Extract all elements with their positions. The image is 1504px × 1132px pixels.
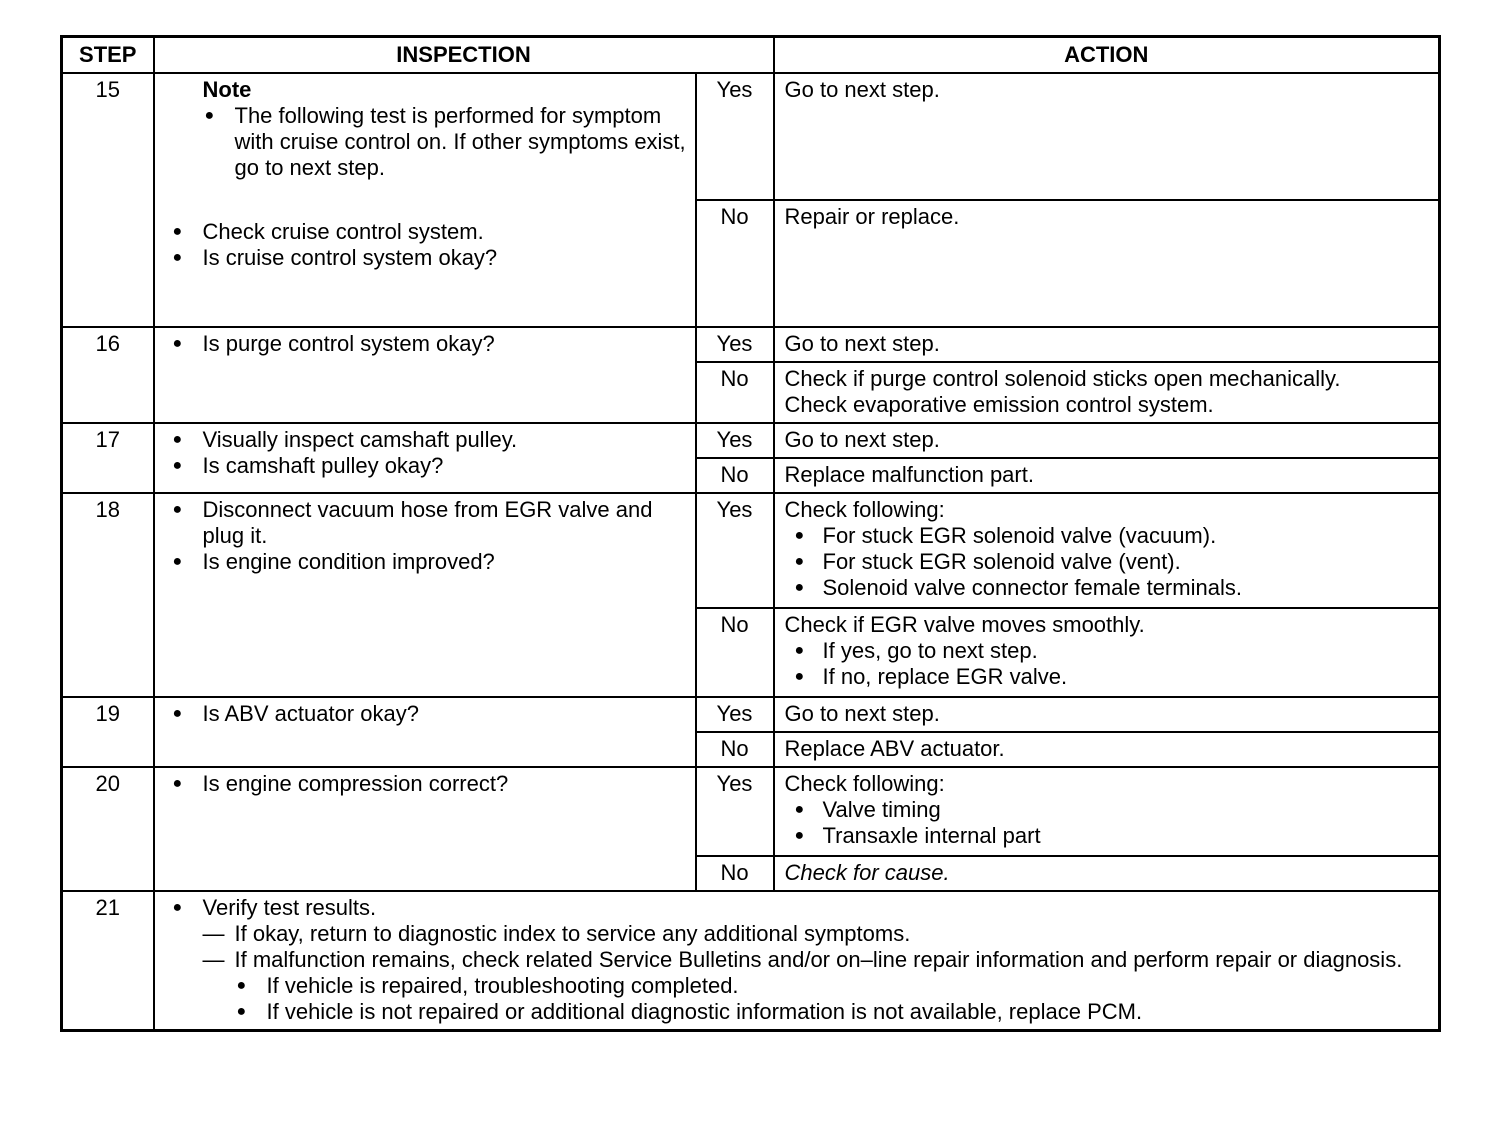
step-number: 20: [62, 767, 154, 891]
action-item: ● Valve timing: [785, 797, 1431, 823]
step-inspection: [154, 423, 696, 493]
action-item: ● Transaxle internal part: [785, 823, 1431, 849]
action-line: Check if purge control solenoid sticks open mechanically.: [784, 366, 1341, 391]
step-inspection: [154, 327, 696, 423]
action-item: ● If no, replace EGR valve.: [785, 664, 1431, 690]
step-19-yes-row: [62, 697, 1440, 732]
inspection-item: ● Verify test results.: [155, 895, 1431, 921]
yes-action: Go to next step.: [774, 423, 1440, 458]
step-18-yes-row: [62, 493, 1440, 608]
action-item: ● Solenoid valve connector female terminals.: [785, 575, 1431, 601]
step-number: 18: [62, 493, 154, 697]
inspection-header: INSPECTION: [154, 37, 774, 74]
sub-item: ● If vehicle is not repaired or additional diagnostic information is not available, replace PCM.: [155, 999, 1431, 1025]
inspection-item: ● Visually inspect camshaft pulley.: [155, 427, 687, 453]
step-number: 17: [62, 423, 154, 493]
yes-action: [774, 767, 1440, 856]
inspection-item: ● Is purge control system okay?: [155, 331, 687, 357]
sub-item: ● If vehicle is repaired, troubleshooting completed.: [155, 973, 1431, 999]
step-number: 21: [62, 891, 154, 1031]
diagnostic-table: [60, 35, 1441, 1032]
step-20-yes-row: [62, 767, 1440, 856]
step-21-row: [62, 891, 1440, 1031]
no-action: Replace malfunction part.: [774, 458, 1440, 493]
no-label: No: [696, 732, 774, 767]
inspection-item: ● Is engine condition improved?: [155, 549, 687, 575]
step-number: 16: [62, 327, 154, 423]
yes-label: Yes: [696, 423, 774, 458]
dash-item: — If malfunction remains, check related Service Bulletins and/or on–line repair information and perform repair or diagnosis.: [155, 947, 1431, 973]
no-label: No: [696, 458, 774, 493]
no-action: [774, 608, 1440, 697]
yes-label: Yes: [696, 767, 774, 856]
action-line: Check evaporative emission control system.: [784, 392, 1214, 417]
step-17-yes-row: [62, 423, 1440, 458]
no-action: Repair or replace.: [774, 200, 1440, 327]
step-inspection: [154, 697, 696, 767]
dash-item: — If okay, return to diagnostic index to service any additional symptoms.: [155, 921, 1431, 947]
yes-label: Yes: [696, 73, 774, 200]
step-inspection: [154, 493, 696, 697]
step-inspection: [154, 767, 696, 891]
inspection-item: ● Check cruise control system.: [155, 219, 687, 245]
yes-action: Go to next step.: [774, 697, 1440, 732]
inspection-item: ● Is ABV actuator okay?: [155, 701, 687, 727]
inspection-item: ● Is engine compression correct?: [155, 771, 687, 797]
inspection-item: ● Disconnect vacuum hose from EGR valve and plug it.: [155, 497, 687, 549]
action-title: Check if EGR valve moves smoothly.: [784, 612, 1145, 637]
no-action: [774, 362, 1440, 423]
inspection-item: ● Is cruise control system okay?: [155, 245, 687, 271]
yes-action: Go to next step.: [774, 73, 1440, 200]
yes-action: Go to next step.: [774, 327, 1440, 362]
step-number: 15: [62, 73, 154, 327]
step-header: STEP: [62, 37, 154, 74]
step-inspection: [154, 73, 696, 327]
note-text: ● The following test is performed for symptom with cruise control on. If other symptoms exist, go to next step.: [155, 103, 687, 181]
action-item: ● For stuck EGR solenoid valve (vent).: [785, 549, 1431, 575]
note-title: Note: [202, 77, 252, 102]
action-title: Check following:: [784, 771, 945, 796]
no-label: No: [696, 200, 774, 327]
step-inspection: [154, 891, 1440, 1031]
no-label: No: [696, 608, 774, 697]
no-label: No: [696, 856, 774, 891]
no-label: No: [696, 362, 774, 423]
step-15-yes-row: [62, 73, 1440, 200]
yes-action: [774, 493, 1440, 608]
step-16-yes-row: [62, 327, 1440, 362]
step-number: 19: [62, 697, 154, 767]
yes-label: Yes: [696, 697, 774, 732]
action-item: ● If yes, go to next step.: [785, 638, 1431, 664]
no-action: Replace ABV actuator.: [774, 732, 1440, 767]
no-action: Check for cause.: [774, 856, 1440, 891]
yes-label: Yes: [696, 327, 774, 362]
action-header: ACTION: [774, 37, 1440, 74]
inspection-item: ● Is camshaft pulley okay?: [155, 453, 687, 479]
yes-label: Yes: [696, 493, 774, 608]
header-row: [62, 37, 1440, 74]
action-title: Check following:: [784, 497, 945, 522]
action-item: ● For stuck EGR solenoid valve (vacuum).: [785, 523, 1431, 549]
